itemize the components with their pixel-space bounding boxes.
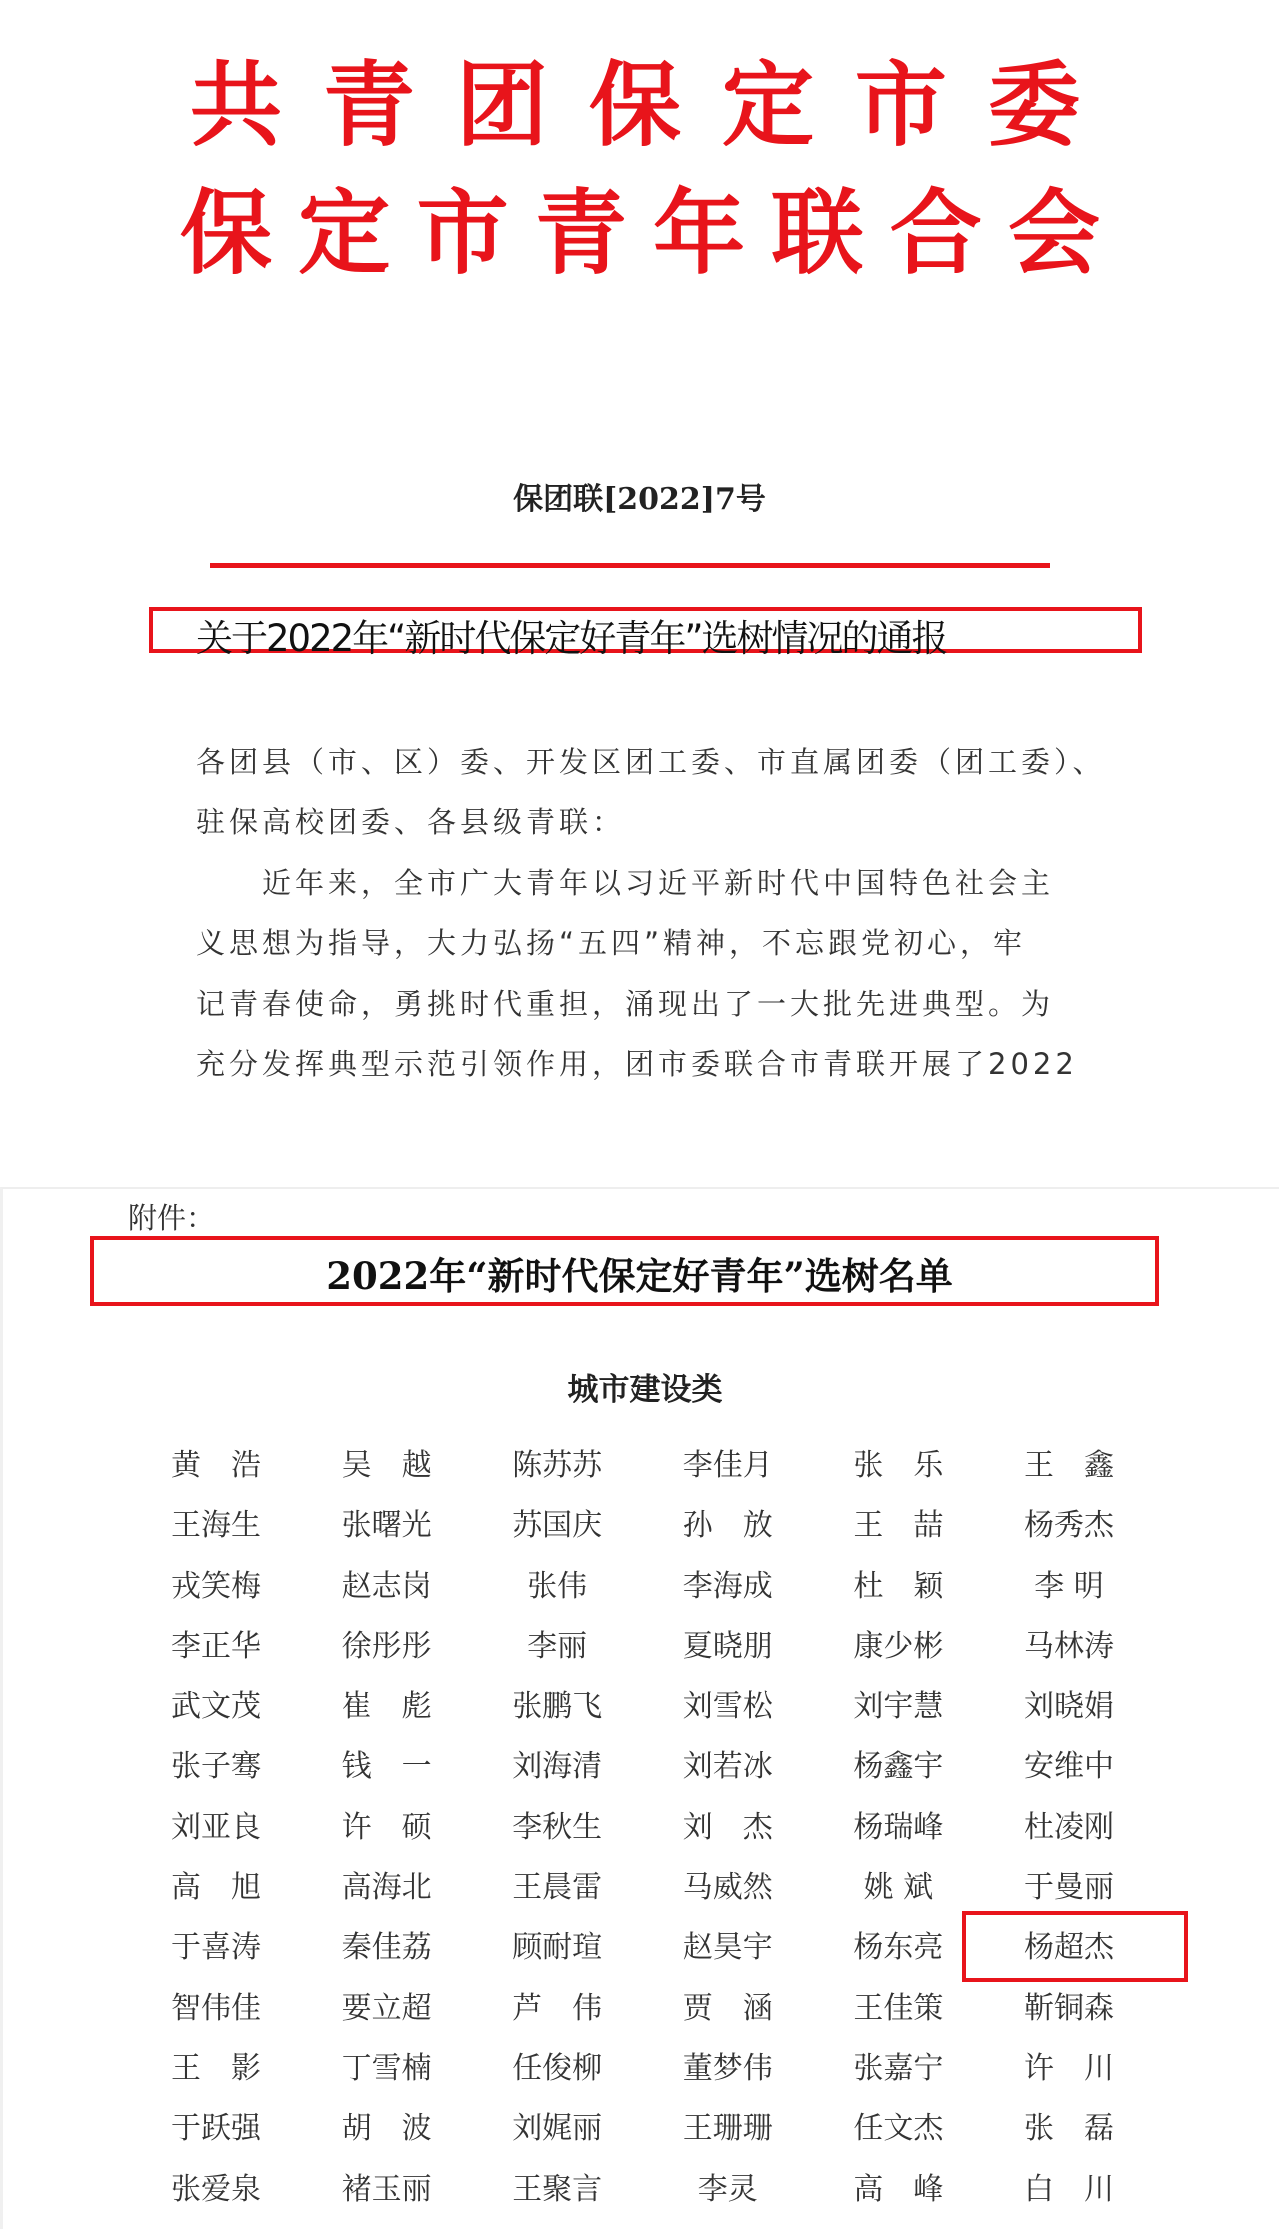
name-cell: 王海生 <box>171 1508 261 1544</box>
name-cell: 张 磊 <box>1023 2111 1114 2147</box>
name-cell: 王 影 <box>171 2050 261 2086</box>
header-char: 保 <box>588 52 681 159</box>
name-cell: 杨瑞峰 <box>853 1809 944 1845</box>
name-cell: 许 川 <box>1023 2050 1114 2086</box>
name-cell: 夏晓朋 <box>682 1628 773 1664</box>
name-cell: 赵昊宇 <box>682 1930 773 1966</box>
list-title: 2022年“新时代保定好青年”选树名单 <box>326 1254 953 1298</box>
name-cell: 许 硕 <box>341 1809 432 1845</box>
name-cell: 崔 彪 <box>341 1689 432 1725</box>
name-cell: 戎笑梅 <box>171 1568 261 1604</box>
name-cell: 李佳月 <box>682 1448 773 1483</box>
header-char: 联 <box>771 180 864 287</box>
name-grid <box>166 1446 1119 2229</box>
name-cell: 于喜涛 <box>171 1930 261 1966</box>
header-char: 合 <box>889 180 982 287</box>
name-cell: 杨秀杰 <box>1023 1508 1114 1544</box>
name-cell: 刘娓丽 <box>512 2111 603 2147</box>
name-cell: 赵志岗 <box>341 1568 432 1604</box>
name-cell: 要立超 <box>341 1990 432 2026</box>
name-cell: 于曼丽 <box>1023 1870 1114 1906</box>
header-char: 青 <box>534 180 627 287</box>
name-cell: 吴 越 <box>341 1448 432 1483</box>
name-cell: 姚 斌 <box>863 1870 934 1906</box>
name-cell: 刘亚良 <box>171 1809 261 1845</box>
name-cell: 顾耐瑄 <box>512 1930 603 1966</box>
name-cell: 白 川 <box>1023 2171 1114 2207</box>
name-cell: 高海北 <box>341 1870 432 1906</box>
name-cell: 安维中 <box>1023 1749 1114 1785</box>
name-cell: 李 明 <box>1034 1568 1104 1604</box>
name-cell: 褚玉丽 <box>341 2171 432 2207</box>
header-char: 保 <box>180 180 273 287</box>
header-char: 青 <box>322 52 415 159</box>
name-cell: 靳铜森 <box>1023 1990 1114 2026</box>
name-cell: 陈苏苏 <box>512 1448 603 1483</box>
name-cell: 刘晓娟 <box>1023 1689 1114 1725</box>
header-char: 团 <box>455 52 548 159</box>
header-char: 定 <box>298 180 391 287</box>
name-cell: 马林涛 <box>1023 1628 1114 1664</box>
name-cell: 任俊柳 <box>512 2050 603 2086</box>
name-cell: 高 旭 <box>171 1870 261 1906</box>
name-cell: 李海成 <box>682 1568 773 1604</box>
document-number: 保团联[2022]7号 <box>513 482 766 517</box>
body-line: 各团县（市、区）委、开发区团工委、市直属团委（团工委）、 <box>196 745 1106 779</box>
body-line: 记青春使命，勇挑时代重担，涌现出了一大批先进典型。为 <box>196 987 1055 1021</box>
name-cell: 李灵 <box>697 2171 758 2207</box>
name-cell: 杨超杰 <box>1023 1930 1114 1966</box>
name-cell: 杜 颖 <box>853 1568 944 1604</box>
name-cell: 黄 浩 <box>171 1448 261 1483</box>
name-cell: 张伟 <box>527 1568 588 1604</box>
name-cell: 刘若冰 <box>682 1749 773 1785</box>
name-cell: 杜凌刚 <box>1023 1809 1114 1845</box>
name-cell: 王佳策 <box>853 1990 944 2026</box>
name-cell: 董梦伟 <box>682 2050 773 2086</box>
header-char: 共 <box>190 52 283 159</box>
highlight-box-name <box>962 1911 1188 1982</box>
attachment-label: 附件： <box>128 1201 216 1235</box>
name-cell: 张曙光 <box>341 1508 432 1544</box>
name-cell: 刘海清 <box>512 1749 603 1785</box>
name-cell: 张鹏飞 <box>512 1689 603 1725</box>
name-cell: 高 峰 <box>853 2171 944 2207</box>
name-cell: 钱 一 <box>341 1749 432 1785</box>
name-cell: 苏国庆 <box>512 1508 603 1544</box>
name-cell: 张嘉宁 <box>853 2050 944 2086</box>
name-cell: 李正华 <box>171 1628 261 1664</box>
name-cell: 刘宇慧 <box>853 1689 944 1725</box>
header-char: 年 <box>653 180 746 287</box>
name-cell: 杨鑫宇 <box>853 1749 944 1785</box>
name-cell: 王晨雷 <box>512 1870 603 1906</box>
name-cell: 王珊珊 <box>682 2111 773 2147</box>
name-cell: 丁雪楠 <box>341 2050 432 2086</box>
name-cell: 芦 伟 <box>512 1990 603 2026</box>
name-cell: 于跃强 <box>171 2111 261 2147</box>
name-cell: 马威然 <box>682 1870 773 1906</box>
name-cell: 杨东亮 <box>853 1930 944 1966</box>
name-cell: 康少彬 <box>853 1628 944 1664</box>
name-cell: 贾 涵 <box>682 1990 773 2026</box>
name-cell: 张 乐 <box>853 1448 944 1483</box>
name-cell: 任文杰 <box>853 2111 944 2147</box>
name-cell: 王 喆 <box>853 1508 944 1544</box>
name-cell: 秦佳荔 <box>341 1930 432 1966</box>
category-heading: 城市建设类 <box>567 1372 723 1408</box>
header-char: 委 <box>987 52 1080 159</box>
name-cell: 张子骞 <box>171 1749 261 1785</box>
name-cell: 李秋生 <box>512 1809 603 1845</box>
name-cell: 李丽 <box>527 1628 588 1664</box>
name-cell: 王聚言 <box>512 2171 603 2207</box>
name-cell: 徐彤彤 <box>341 1628 432 1664</box>
name-cell: 张爱泉 <box>171 2171 261 2207</box>
org-name-line1 <box>190 52 1080 159</box>
header-char: 市 <box>416 180 509 287</box>
body-line: 近年来，全市广大青年以习近平新时代中国特色社会主 <box>196 866 1055 900</box>
header-char: 会 <box>1007 180 1100 287</box>
name-cell: 刘雪松 <box>682 1689 773 1725</box>
name-cell: 胡 波 <box>341 2111 432 2147</box>
name-cell: 刘 杰 <box>682 1809 773 1845</box>
name-cell: 智伟佳 <box>171 1990 261 2026</box>
org-name-line2 <box>180 180 1100 287</box>
name-cell: 孙 放 <box>682 1508 773 1544</box>
header-char: 市 <box>854 52 947 159</box>
red-divider <box>210 563 1050 568</box>
name-cell: 武文茂 <box>171 1689 261 1725</box>
name-cell: 王 鑫 <box>1023 1448 1114 1483</box>
body-line: 义思想为指导，大力弘扬“五四”精神，不忘跟党初心，牢 <box>196 926 1027 960</box>
body-line: 充分发挥典型示范引领作用，团市委联合市青联开展了2022 <box>196 1047 1078 1081</box>
notice-title: 关于2022年“新时代保定好青年”选树情况的通报 <box>196 617 947 660</box>
header-char: 定 <box>721 52 814 159</box>
body-line: 驻保高校团委、各县级青联： <box>196 805 626 839</box>
